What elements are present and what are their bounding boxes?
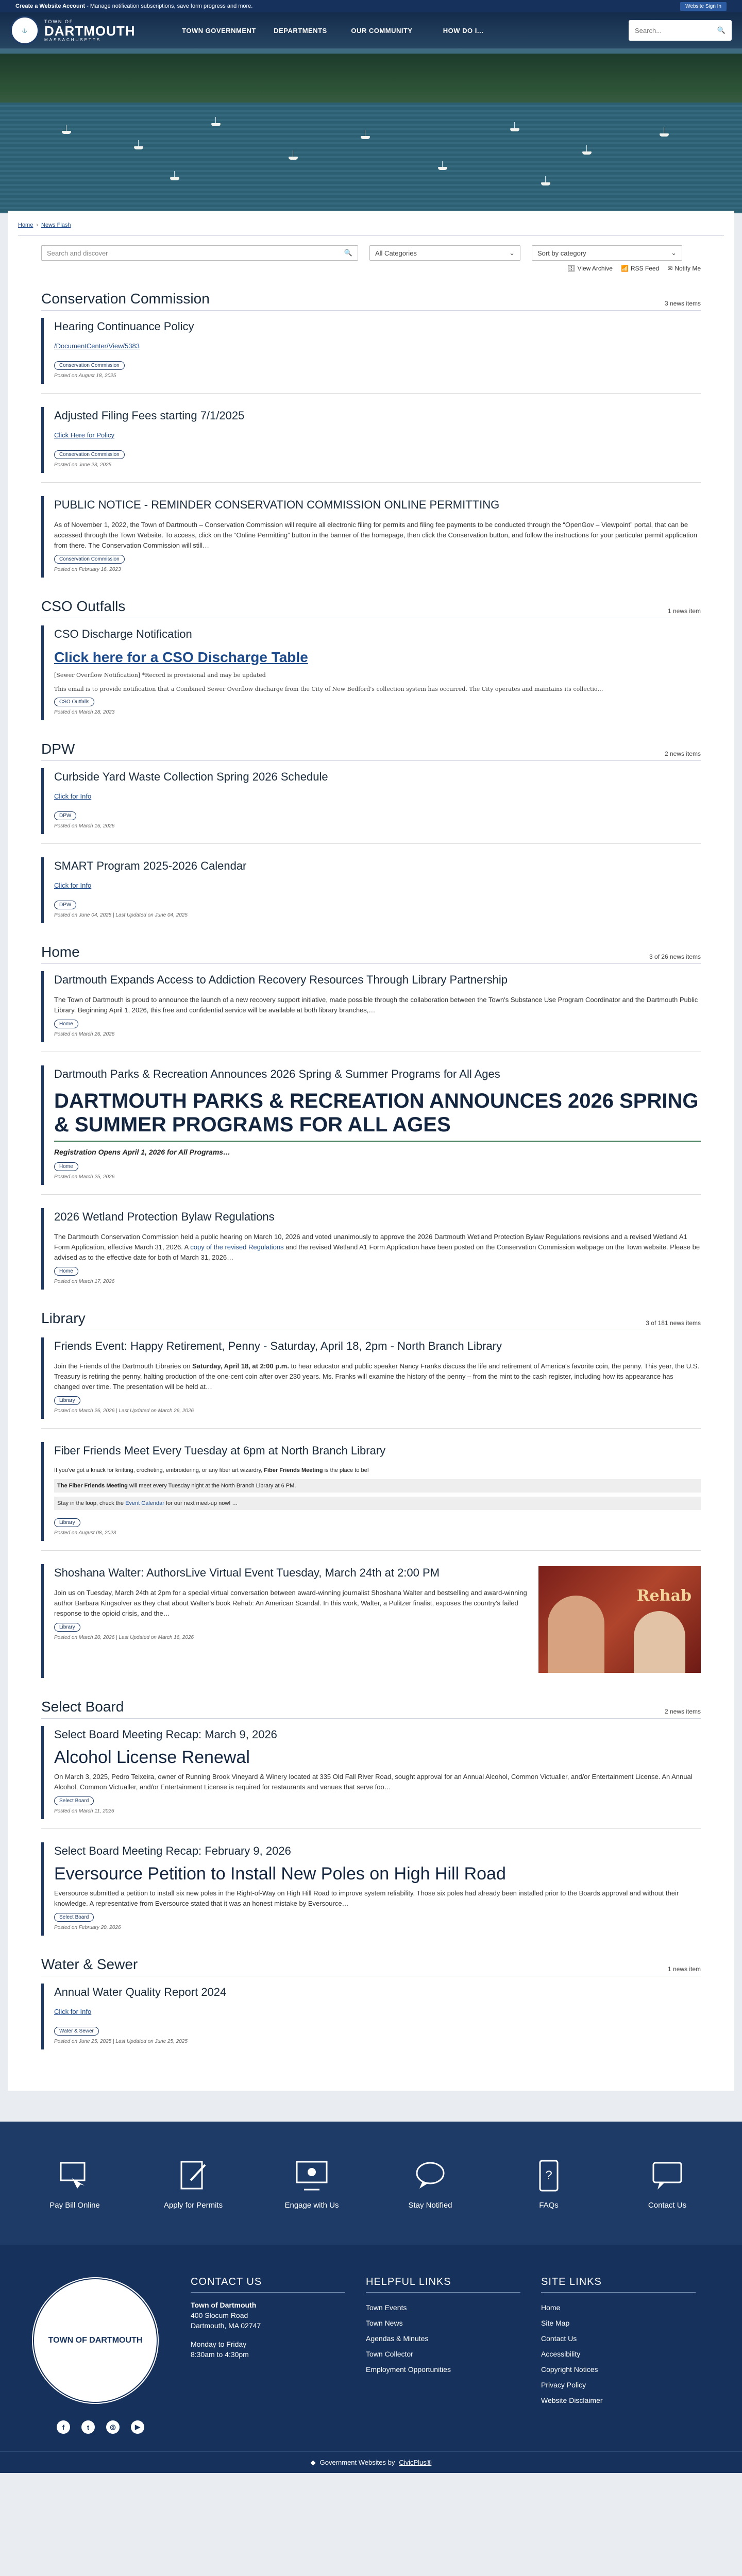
category-tag[interactable]: DPW bbox=[54, 901, 76, 909]
site-search-placeholder: Search... bbox=[635, 26, 662, 35]
posted-date: Posted on February 16, 2023 bbox=[54, 567, 121, 572]
hours-days: Monday to Friday bbox=[191, 2340, 247, 2348]
logo-small: TOWN OF bbox=[44, 19, 74, 24]
category-count: 3 of 26 news items bbox=[649, 953, 701, 960]
sort-select[interactable] bbox=[532, 245, 682, 261]
category-select[interactable] bbox=[369, 245, 520, 261]
news-item-title[interactable]: Adjusted Filing Fees starting 7/1/2025 bbox=[54, 409, 245, 422]
category-title[interactable]: CSO Outfalls bbox=[41, 598, 126, 614]
summary-text: for our next meet-up now! … bbox=[164, 1500, 238, 1506]
breadcrumb-separator: › bbox=[36, 222, 39, 228]
news-item bbox=[41, 1442, 701, 1541]
category-tag[interactable]: Select Board bbox=[54, 1913, 94, 1922]
view-archive-label: View Archive bbox=[577, 265, 613, 272]
news-item-title[interactable]: Dartmouth Parks & Recreation Announces 2026 Spring & Summer Programs for All Ages bbox=[54, 1067, 500, 1080]
posted-date: Posted on June 04, 2025 | Last Updated on June 04, 2025 bbox=[54, 912, 188, 918]
posted-date: Posted on March 26, 2026 bbox=[54, 1031, 115, 1037]
news-item-link[interactable]: Click for Info bbox=[54, 882, 92, 889]
boat bbox=[582, 151, 592, 155]
seal-text: TOWN OF DARTMOUTH bbox=[48, 2336, 143, 2345]
hero-banner bbox=[0, 12, 742, 213]
news-item bbox=[41, 857, 701, 923]
news-item-summary bbox=[54, 1232, 701, 1263]
divider bbox=[54, 1141, 701, 1142]
category-tag[interactable]: CSO Outfalls bbox=[54, 698, 94, 706]
quicklink-engage[interactable] bbox=[271, 2158, 353, 2210]
quicklink-label: Contact Us bbox=[648, 2200, 687, 2210]
archive-icon: 🗄 bbox=[567, 265, 576, 272]
summary-bold: Saturday, April 18, at 2:00 p.m. bbox=[192, 1362, 289, 1370]
summary-text: to hear educator and public speaker Nancy Franks discuss the life and retirement of America's favorite coin, the penny. This year, the U.S. Treasury is retiring the penny, halting production of the one-cent coin after over 230 years. Ms. Franks will examine the history of the penny – from the mint to the cash register, including how its appearance has changed over time. The presentation will be held at… bbox=[54, 1362, 700, 1391]
site-search-input[interactable] bbox=[629, 20, 732, 41]
news-item-summary: [Sewer Overflow Notification] *Record is provisional and may be updated bbox=[54, 672, 266, 679]
category-title[interactable]: Select Board bbox=[41, 1699, 124, 1715]
civicplus-link[interactable]: CivicPlus® bbox=[399, 2459, 432, 2466]
rss-feed-link[interactable] bbox=[621, 265, 659, 272]
site-footer bbox=[0, 2245, 742, 2451]
main-navbar bbox=[0, 12, 742, 48]
news-item-summary: This email is to provide notification that a Combined Sewer Overflow discharge from the City of New Bedford's collection system has occurred. The City operates and maintains its collectio… bbox=[54, 686, 603, 692]
footer-heading: HELPFUL LINKS bbox=[366, 2276, 520, 2293]
breadcrumb-current[interactable]: News Flash bbox=[41, 222, 71, 228]
news-item-title[interactable]: Select Board Meeting Recap: March 9, 2026 bbox=[54, 1728, 277, 1741]
view-archive-link[interactable] bbox=[567, 265, 613, 272]
boat bbox=[289, 157, 298, 160]
news-item bbox=[41, 971, 701, 1042]
account-title: Create a Website Account bbox=[15, 3, 86, 9]
contact-city: Dartmouth, MA 02747 bbox=[191, 2321, 261, 2330]
news-item-title[interactable]: PUBLIC NOTICE - REMINDER CONSERVATION COMMISSION ONLINE PERMITTING bbox=[54, 498, 500, 511]
category-cso-outfalls bbox=[41, 598, 701, 720]
account-message[interactable] bbox=[15, 3, 252, 9]
divider bbox=[41, 1194, 701, 1195]
news-item bbox=[41, 625, 701, 720]
rss-icon: 📶 bbox=[620, 265, 629, 272]
posted-date: Posted on March 17, 2026 bbox=[54, 1279, 115, 1284]
footer-credit-text: Government Websites by bbox=[319, 2459, 395, 2466]
book-title: Rehab bbox=[636, 1587, 692, 1605]
footer-link[interactable]: Copyright Notices bbox=[541, 2365, 598, 2374]
chat-bubble-icon bbox=[412, 2158, 448, 2194]
category-home bbox=[41, 944, 701, 1290]
category-count: 3 news items bbox=[664, 300, 701, 307]
category-header bbox=[41, 741, 701, 761]
category-value: All Categories bbox=[375, 249, 417, 257]
posted-date: Posted on March 20, 2026 | Last Updated on March 16, 2026 bbox=[54, 1635, 194, 1640]
category-tag[interactable]: Select Board bbox=[54, 1797, 94, 1805]
posted-date: Posted on August 18, 2025 bbox=[54, 373, 116, 379]
footer-contact bbox=[191, 2276, 345, 2451]
town-seal-icon: ⚓ bbox=[10, 16, 39, 45]
logo-big: DARTMOUTH bbox=[44, 23, 136, 39]
footer-link[interactable]: Site Map bbox=[541, 2319, 570, 2327]
news-item-title[interactable]: Hearing Continuance Policy bbox=[54, 320, 194, 333]
news-item-summary: The Town of Dartmouth is proud to announce the launch of a new recovery support initiative, made possible through the collaboration between the Town's Substance Use Program Coordinator and the Dartmouth Public Library. Beginning April 1, 2026, this free and confidential service will be available at both library branches,… bbox=[54, 996, 698, 1014]
contact-hours bbox=[191, 2339, 345, 2360]
posted-date: Posted on June 23, 2025 bbox=[54, 462, 112, 468]
quicklink-label: Engage with Us bbox=[284, 2200, 339, 2210]
news-item-link[interactable]: Click for Info bbox=[54, 2008, 92, 2015]
breadcrumb bbox=[18, 222, 701, 228]
footer-helpful-links bbox=[366, 2276, 520, 2451]
news-item-summary: Join us on Tuesday, March 24th at 2pm for a special virtual conversation between award-winning journalist Shoshana Walter and bestselling and award-winning author Barbara Kingsolver as they chat about Walter's book Rehab: An American Scandal. In this work, Walter, a Pulitzer finalist, exposes the country's failed response to the opioid crisis, and the… bbox=[54, 1589, 527, 1617]
quicklink-label: Stay Notified bbox=[408, 2200, 452, 2210]
footer-link[interactable]: Accessibility bbox=[541, 2350, 581, 2358]
news-item bbox=[41, 407, 701, 473]
footer-link[interactable]: Home bbox=[541, 2303, 561, 2312]
quicklink-apply-permits[interactable] bbox=[152, 2158, 234, 2210]
quicklink-label: Pay Bill Online bbox=[49, 2200, 100, 2210]
category-header bbox=[41, 1699, 701, 1719]
news-item-summary bbox=[54, 1479, 701, 1493]
category-tag[interactable]: Home bbox=[54, 1267, 78, 1276]
news-item-title[interactable]: Select Board Meeting Recap: February 9, 2026 bbox=[54, 1844, 291, 1857]
hours-time: 8:30am to 4:30pm bbox=[191, 2350, 249, 2359]
category-dpw bbox=[41, 741, 701, 923]
category-tag[interactable]: Library bbox=[54, 1518, 80, 1527]
category-count: 2 news items bbox=[664, 750, 701, 757]
boat bbox=[211, 123, 221, 126]
town-seal bbox=[31, 2276, 160, 2405]
cso-table-link[interactable]: Click here for a CSO Discharge Table bbox=[54, 649, 308, 665]
category-tag[interactable]: Water & Sewer bbox=[54, 2027, 99, 2036]
summary-text: and the revised Wetland A1 Form Application have been posted on the Conservation Commission webpage on the Town website. Please be advised as to the effective date for both of March 31, 2026… bbox=[54, 1243, 700, 1261]
posted-date: Posted on March 16, 2026 bbox=[54, 823, 115, 829]
category-select-board bbox=[41, 1699, 701, 1936]
contact-street: 400 Slocum Road bbox=[191, 2311, 248, 2319]
posted-date: Posted on March 11, 2026 bbox=[54, 1808, 114, 1814]
news-item-link[interactable]: Click for Info bbox=[54, 792, 92, 800]
news-item bbox=[41, 1984, 701, 2049]
social-links bbox=[31, 2420, 170, 2434]
quick-links bbox=[0, 2122, 742, 2245]
logo-text bbox=[44, 19, 136, 42]
news-filters bbox=[41, 245, 701, 261]
category-tag[interactable]: Home bbox=[54, 1020, 78, 1028]
news-item bbox=[41, 318, 701, 384]
account-strip bbox=[0, 0, 742, 12]
chevron-down-icon: ⌄ bbox=[509, 249, 515, 257]
news-item-subhead: Eversource Petition to Install New Poles on High Hill Road bbox=[54, 1864, 506, 1884]
boat bbox=[134, 146, 143, 149]
divider bbox=[18, 235, 724, 236]
search-icon[interactable]: 🔍 bbox=[344, 249, 352, 257]
faq-icon bbox=[531, 2158, 567, 2194]
event-calendar-link[interactable]: Event Calendar bbox=[125, 1500, 164, 1506]
footer-seal-column bbox=[31, 2276, 170, 2451]
facebook-icon[interactable]: f bbox=[57, 2420, 70, 2434]
divider bbox=[41, 1550, 701, 1551]
boat bbox=[510, 128, 519, 131]
news-item-headline: DARTMOUTH PARKS & RECREATION ANNOUNCES 2026 SPRING & SUMMER PROGRAMS FOR ALL AGES bbox=[54, 1090, 699, 1136]
rss-feed-label: RSS Feed bbox=[630, 265, 660, 272]
footer-link[interactable]: Contact Us bbox=[541, 2334, 577, 2343]
divider bbox=[41, 482, 701, 483]
revised-regulations-link[interactable]: copy of the revised Regulations bbox=[190, 1243, 284, 1251]
hero-trees bbox=[0, 54, 742, 110]
boat bbox=[660, 133, 669, 137]
notify-me-link[interactable] bbox=[667, 265, 701, 272]
boat bbox=[361, 136, 370, 139]
quicklink-faqs[interactable] bbox=[508, 2158, 590, 2210]
summary-text: will meet every Tuesday night at the North Branch Library at 6 PM. bbox=[127, 1483, 296, 1489]
news-search-input[interactable] bbox=[41, 245, 358, 261]
quicklink-contact[interactable] bbox=[626, 2158, 709, 2210]
contact-icon bbox=[649, 2158, 685, 2194]
footer-link[interactable]: Agendas & Minutes bbox=[366, 2334, 429, 2343]
footer-heading: SITE LINKS bbox=[541, 2276, 696, 2293]
category-tag[interactable]: DPW bbox=[54, 811, 76, 820]
news-item-summary: Eversource submitted a petition to install six new poles in the Right-of-Way on High Hill Road to improve system reliability. Those six poles had already been installed prior to the Boards approval and without their knowledge. A representative from Eversource stated that it was an honest mistake by Eversource… bbox=[54, 1889, 679, 1907]
category-water-sewer bbox=[41, 1956, 701, 2049]
news-item-text bbox=[54, 1566, 528, 1673]
mail-icon: ✉ bbox=[667, 265, 673, 272]
youtube-icon[interactable]: ▶ bbox=[131, 2420, 144, 2434]
primary-nav bbox=[180, 27, 629, 35]
breadcrumb-home[interactable]: Home bbox=[18, 222, 33, 228]
category-count: 1 news item bbox=[667, 607, 701, 615]
svg-text:?: ? bbox=[545, 2168, 552, 2182]
chevron-down-icon: ⌄ bbox=[671, 249, 677, 257]
category-header bbox=[41, 1310, 701, 1330]
news-item-title[interactable]: CSO Discharge Notification bbox=[54, 628, 192, 640]
news-item-title[interactable]: Friends Event: Happy Retirement, Penny - Saturday, April 18, 2pm - North Branch Library bbox=[54, 1340, 502, 1352]
logo-state: MASSACHUSETTS bbox=[44, 37, 102, 42]
news-item bbox=[41, 768, 701, 834]
category-title[interactable]: Conservation Commission bbox=[41, 291, 210, 307]
engage-icon bbox=[294, 2158, 330, 2194]
news-item-title[interactable]: Annual Water Quality Report 2024 bbox=[54, 1986, 227, 1998]
news-search-placeholder: Search and discover bbox=[47, 249, 108, 257]
posted-date: Posted on March 26, 2026 | Last Updated on March 26, 2026 bbox=[54, 1408, 194, 1414]
quicklink-pay-bill[interactable] bbox=[33, 2158, 116, 2210]
category-tag[interactable]: Conservation Commission bbox=[54, 361, 125, 370]
divider bbox=[41, 393, 701, 394]
posted-date: Posted on March 28, 2023 bbox=[54, 709, 115, 715]
boat bbox=[438, 167, 447, 170]
footer-link[interactable]: Town News bbox=[366, 2319, 403, 2327]
search-icon[interactable]: 🔍 bbox=[717, 26, 726, 34]
news-item-title[interactable]: Curbside Yard Waste Collection Spring 2026 Schedule bbox=[54, 770, 328, 783]
divider bbox=[41, 1428, 701, 1429]
category-count: 2 news items bbox=[664, 1708, 701, 1715]
news-item-summary bbox=[54, 1466, 701, 1475]
category-count: 3 of 181 news items bbox=[646, 1319, 701, 1327]
news-item-title[interactable]: Dartmouth Expands Access to Addiction Recovery Resources Through Library Partnership bbox=[54, 973, 508, 986]
category-count: 1 news item bbox=[667, 1965, 701, 1973]
posted-date: Posted on August 08, 2023 bbox=[54, 1530, 116, 1536]
category-tag[interactable]: Home bbox=[54, 1162, 78, 1171]
summary-text: Join the Friends of the Dartmouth Libraries on bbox=[54, 1362, 193, 1370]
footer-link[interactable]: Privacy Policy bbox=[541, 2381, 586, 2389]
hero-water bbox=[0, 103, 742, 213]
news-item-link[interactable]: /DocumentCenter/View/5383 bbox=[54, 342, 140, 350]
news-item-title[interactable]: Shoshana Walter: AuthorsLive Virtual Event Tuesday, March 24th at 2:00 PM bbox=[54, 1566, 440, 1579]
category-title[interactable]: Water & Sewer bbox=[41, 1956, 138, 1972]
posted-date: Posted on March 25, 2026 bbox=[54, 1174, 115, 1180]
news-item-summary: On March 3, 2025, Pedro Teixeira, owner of Running Brook Vineyard & Winery located at 335 Old Fall River Road, sought approval for an Annual Alcohol, Common Victualler, and/or Entertainment License. An Annual Alcohol, Common Victualler, and/or Entertainment License is required for restaurants and venues that serve foo… bbox=[54, 1773, 693, 1791]
news-item-subhead: Alcohol License Renewal bbox=[54, 1748, 250, 1767]
footer-link[interactable]: Website Disclaimer bbox=[541, 2396, 603, 2404]
quicklink-label: FAQs bbox=[539, 2200, 559, 2210]
civicplus-icon: ◆ bbox=[310, 2458, 316, 2466]
main-content bbox=[8, 211, 734, 2091]
news-item bbox=[41, 1564, 701, 1678]
news-item-title[interactable]: 2026 Wetland Protection Bylaw Regulations bbox=[54, 1210, 275, 1223]
quicklink-stay-notified[interactable] bbox=[389, 2158, 471, 2210]
nav-departments[interactable]: DEPARTMENTS bbox=[274, 26, 327, 35]
footer-link[interactable]: Employment Opportunities bbox=[366, 2365, 451, 2374]
category-header bbox=[41, 598, 701, 618]
news-item-summary bbox=[54, 1361, 701, 1392]
book-cover-image[interactable] bbox=[538, 1566, 701, 1673]
twitter-icon[interactable]: t bbox=[81, 2420, 95, 2434]
feed-links bbox=[41, 265, 701, 272]
news-item-with-image bbox=[54, 1566, 701, 1673]
summary-bold: The Fiber Friends Meeting bbox=[57, 1483, 128, 1489]
footer-site-links bbox=[541, 2276, 696, 2451]
summary-bold: Fiber Friends Meeting bbox=[264, 1467, 323, 1473]
category-title[interactable]: Library bbox=[41, 1310, 86, 1326]
summary-text: is the place to be! bbox=[323, 1467, 369, 1473]
boat bbox=[170, 177, 179, 180]
summary-text: The Dartmouth Conservation Commission held a public hearing on March 10, 2026 and voted unanimously to approve the 2026 Dartmouth Wetland Protection Bylaw Regulations revisions and a revised Wetland A1 Form Application, effective March 31, 2026. A bbox=[54, 1233, 687, 1251]
site-logo[interactable] bbox=[10, 16, 180, 45]
footer-link[interactable]: Town Collector bbox=[366, 2350, 413, 2358]
news-item-title[interactable]: Fiber Friends Meet Every Tuesday at 6pm at North Branch Library bbox=[54, 1444, 386, 1457]
news-item-title[interactable]: SMART Program 2025-2026 Calendar bbox=[54, 859, 247, 872]
category-tag[interactable]: Library bbox=[54, 1396, 80, 1405]
news-item bbox=[41, 1337, 701, 1419]
category-header bbox=[41, 944, 701, 964]
category-tag[interactable]: Conservation Commission bbox=[54, 555, 125, 564]
footer-heading: CONTACT US bbox=[191, 2276, 345, 2293]
news-item-summary bbox=[54, 1497, 701, 1510]
author-photo bbox=[548, 1596, 604, 1673]
nav-our-community[interactable]: OUR COMMUNITY bbox=[351, 26, 413, 35]
news-item-summary: As of November 1, 2022, the Town of Dartmouth – Conservation Commission will require all electronic filing for permits and filing fee payments to be conducted through the “OpenGov – Viewpoint” portal, that can be accessed through the Town Website. To access, click on the “Online Permitting” button in the banner of the homepage, then click the Conservation button, and follow the instructions for your particular permit application from there. The Conservation Commission will still… bbox=[54, 521, 697, 549]
category-library bbox=[41, 1310, 701, 1678]
news-item-subtitle: Registration Opens April 1, 2026 for All Programs… bbox=[54, 1148, 231, 1156]
nav-how-do-i[interactable]: HOW DO I... bbox=[443, 26, 484, 35]
news-item bbox=[41, 1208, 701, 1290]
bill-icon bbox=[57, 2158, 93, 2194]
news-item-link[interactable]: Click Here for Policy bbox=[54, 431, 115, 439]
posted-date: Posted on June 25, 2025 | Last Updated on June 25, 2025 bbox=[54, 2039, 188, 2044]
quicklink-label: Apply for Permits bbox=[163, 2200, 223, 2210]
category-header bbox=[41, 1956, 701, 1976]
permit-icon bbox=[175, 2158, 211, 2194]
notify-me-label: Notify Me bbox=[674, 265, 701, 272]
divider bbox=[41, 1828, 701, 1829]
boat bbox=[541, 182, 550, 185]
summary-text: Stay in the loop, check the bbox=[57, 1500, 126, 1506]
author-photo bbox=[634, 1611, 685, 1673]
news-item bbox=[41, 1065, 701, 1185]
summary-text: If you've got a knack for knitting, crocheting, embroidering, or any fiber art wizardry, bbox=[54, 1467, 264, 1473]
footer-link[interactable]: Town Events bbox=[366, 2303, 407, 2312]
category-title[interactable]: DPW bbox=[41, 741, 75, 757]
news-item bbox=[41, 496, 701, 578]
category-header bbox=[41, 291, 701, 311]
category-tag[interactable]: Library bbox=[54, 1623, 80, 1632]
category-conservation bbox=[41, 291, 701, 578]
news-item bbox=[41, 1842, 701, 1936]
footer-bottom-bar bbox=[0, 2451, 742, 2473]
divider bbox=[41, 843, 701, 844]
instagram-icon[interactable]: ◎ bbox=[106, 2420, 120, 2434]
category-tag[interactable]: Conservation Commission bbox=[54, 450, 125, 459]
news-item bbox=[41, 1726, 701, 1819]
sort-value: Sort by category bbox=[537, 249, 586, 257]
boat bbox=[62, 131, 71, 134]
contact-address bbox=[191, 2300, 345, 2331]
nav-town-government[interactable]: TOWN GOVERNMENT bbox=[182, 26, 256, 35]
posted-date: Posted on February 20, 2026 bbox=[54, 1925, 121, 1930]
sign-in-button[interactable]: Website Sign In bbox=[680, 2, 727, 11]
account-text: - Manage notification subscriptions, save form progress and more. bbox=[85, 3, 253, 9]
contact-name: Town of Dartmouth bbox=[191, 2301, 257, 2309]
category-title[interactable]: Home bbox=[41, 944, 80, 960]
